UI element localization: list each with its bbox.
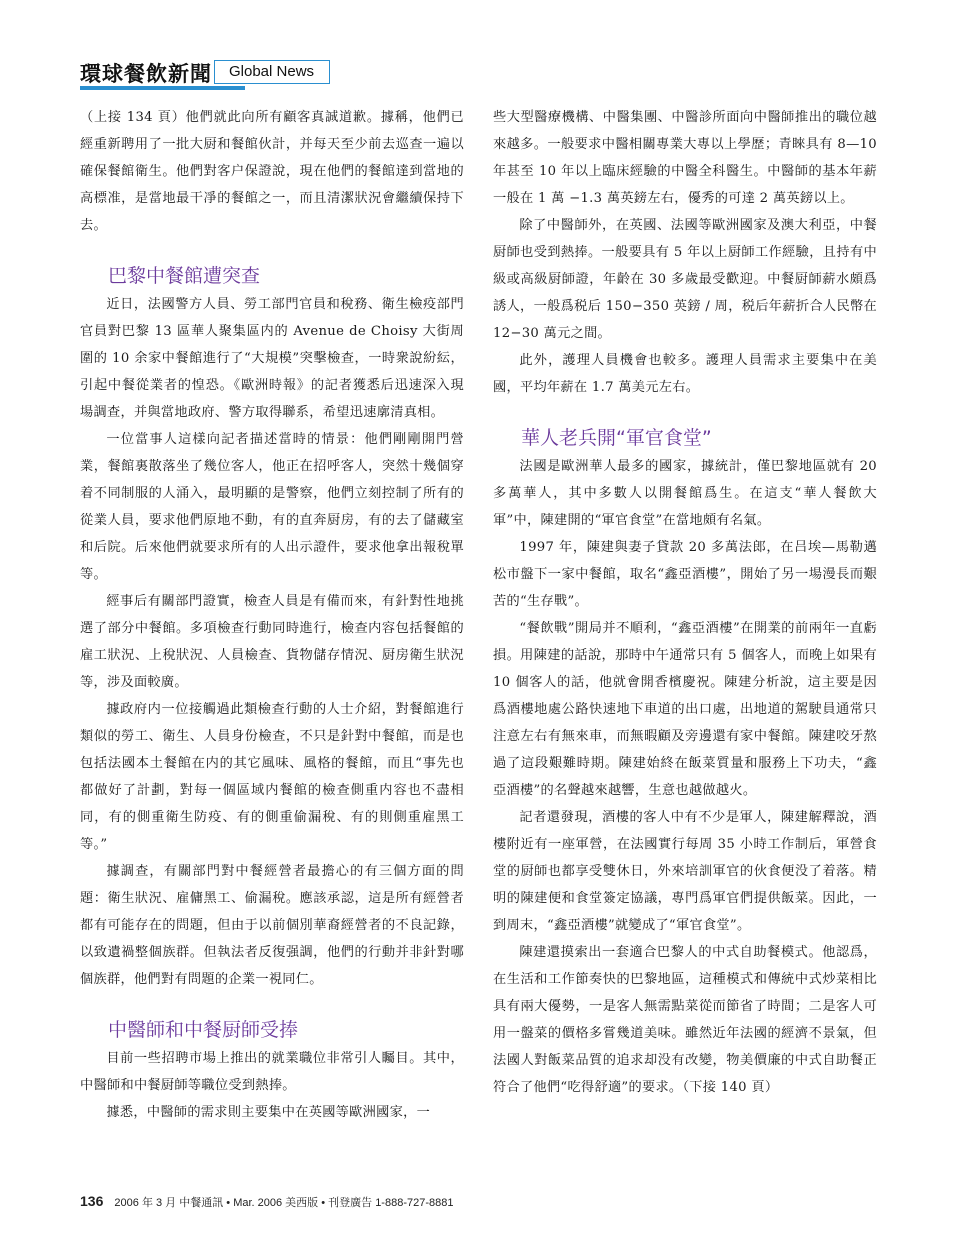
article-paragraph: 陳建還摸索出一套適合巴黎人的中式自助餐模式。他認爲，在生活和工作節奏快的巴黎地區，這種模式和傳統中式炒菜相比具有兩大優勢，一是客人無需點菜從而節省了時間；二是客人可用一盤菜的價格多嘗幾道美味。雖然近年法國的經濟不景氣，但法國人對飯菜品質的追求却没有改變，物美價廉的中式自助餐正符合了他們“吃得舒適”的要求。（下接 140 頁）: [493, 945, 877, 1095]
article-paragraph: 除了中醫師外，在英國、法國等歐洲國家及澳大利亞，中餐厨師也受到熱捧。一般要具有 5 年以上厨師工作經驗，且持有中級或高級厨師證，年齡在 30 多歲最受歡迎。中餐厨師薪水頗爲誘人，一般爲税后 150−350 英鎊 / 周，税后年薪折合人民幣在 12−30 萬元之間。: [493, 218, 877, 341]
article-paragraph: “餐飲戰”開局并不順利，“鑫亞酒樓”在開業的前兩年一直虧損。用陳建的話說，那時中午通常只有 5 個客人，而晚上如果有 10 個客人的話，他就會開香檳慶祝。陳建分析說，這主要是因爲酒樓地處公路快速地下車道的出口處，出地道的駕駛員通常只注意左右有無來車，而無暇顧及旁邊還有家中餐館。陳建咬牙熬過了這段艱難時期。陳建始終在飯菜質量和服務上下功夫，“鑫亞酒樓”的名聲越來越響，生意也越做越火。: [493, 621, 877, 798]
article-paragraph: 些大型醫療機構、中醫集團、中醫診所面向中醫師推出的職位越來越多。一般要求中醫相關專業大專以上學歷；青睞具有 8—10 年甚至 10 年以上臨床經驗的中醫全科醫生。中醫師的基本年薪一般在 1 萬 −1.3 萬英鎊左右，優秀的可達 2 萬英鎊以上。: [493, 110, 877, 206]
article-heading-veteran: 華人老兵開“軍官食堂”: [521, 427, 712, 449]
article-paragraph: （上接 134 頁）他們就此向所有顧客真誠道歉。據稱，他們已經重新聘用了一批大厨和餐館伙計，并每天至少前去巡查一遍以確保餐館衛生。他們對客户保證說，現在他們的餐館達到當地的高標准，是當地最干凈的餐館之一，而且清潔狀況會繼續保持下去。: [80, 110, 464, 233]
article-paragraph: 此外，護理人員機會也較多。護理人員需求主要集中在美國，平均年薪在 1.7 萬美元左右。: [493, 353, 877, 395]
article-paragraph: 記者還發現，酒樓的客人中有不少是軍人，陳建解釋說，酒樓附近有一座軍營，在法國實行每周 35 小時工作制后，軍營食堂的厨師也都享受雙休日，外來培訓軍官的伙食便没了着落。精明的陳建便和食堂簽定協議，專門爲軍官們提供飯菜。因此，一到周末，“鑫亞酒樓”就變成了“軍官食堂”。: [493, 810, 877, 933]
page-header: [80, 58, 880, 92]
section-tag: Global News: [214, 60, 330, 84]
article-paragraph: 據政府内一位接觸過此類檢查行動的人士介紹，對餐館進行類似的勞工、衛生、人員身份檢查，不只是針對中餐館，而是也包括法國本土餐館在内的其它風味、風格的餐館，而且“事先也都做好了計劃，對每一個區域内餐館的檢查側重内容也不盡相同，有的側重衛生防疫、有的側重偷漏稅、有的則側重雇黑工等。”: [80, 702, 464, 852]
article-paragraph: 1997 年，陳建與妻子貸款 20 多萬法郎，在吕埃—馬勒邁松市盤下一家中餐館，取名“鑫亞酒樓”，開始了另一場漫長而艱苦的“生存戰”。: [493, 540, 877, 609]
article-heading-tcm: 中醫師和中餐厨師受捧: [108, 1019, 299, 1041]
article-paragraph: 經事后有關部門證實，檢查人員是有備而來，有針對性地挑選了部分中餐館。多項檢查行動同時進行，檢查内容包括餐館的雇工狀況、上稅狀況、人員檢查、貨物儲存情況、厨房衛生狀況等，涉及面較廣。: [80, 594, 464, 690]
footer-publication-info: 2006 年 3 月 中餐通訊 • Mar. 2006 美西版 • 刊登廣告 1-888-727-8881: [114, 1197, 454, 1209]
article-paragraph: 法國是歐洲華人最多的國家，據統計，僅巴黎地區就有 20 多萬華人，其中多數人以開餐館爲生。在這支“華人餐飲大軍”中，陳建開的“軍官食堂”在當地頗有名氣。: [493, 459, 877, 528]
page-footer: [80, 1193, 453, 1213]
article-paragraph: 據悉，中醫師的需求則主要集中在英國等歐洲國家，一: [106, 1105, 431, 1120]
article-paragraph: 近日，法國警方人員、勞工部門官員和稅務、衛生檢疫部門官員對巴黎 13 區華人聚集區内的 Avenue de Choisy 大街周圍的 10 余家中餐館進行了“大規模”突擊檢查，一時衆說紛紜，引起中餐從業者的惶恐。《歐洲時報》的記者獲悉后迅速深入現場調查，并與當地政府、警方取得聯系，希望迅速廓清真相。: [80, 297, 464, 420]
right-column: [493, 104, 877, 1101]
article-paragraph: 一位當事人這樣向記者描述當時的情景：他們剛剛開門營業，餐館裏散落坐了幾位客人，他正在招呼客人，突然十幾個穿着不同制服的人涌入，最明顯的是警察，他們立刻控制了所有的從業人員，要求他們原地不動，有的直奔厨房，有的去了儲藏室和后院。后來他們就要求所有的人出示證件，要求他拿出報稅單等。: [80, 432, 464, 582]
article-heading-paris: 巴黎中餐館遭突查: [108, 265, 261, 287]
article-paragraph: 目前一些招聘市場上推出的就業職位非常引人矚目。其中，中醫師和中餐厨師等職位受到熱捧。: [80, 1051, 464, 1093]
magazine-section-title: 環球餐飲新聞: [80, 62, 212, 86]
article-paragraph: 據調查，有關部門對中餐經營者最擔心的有三個方面的問題：衛生狀況、雇傭黑工、偷漏稅。應該承認，這是所有經營者都有可能存在的問題，但由于以前個別華裔經營者的不良記錄，以致遺禍整個族群。但執法者反復强調，他們的行動并非針對哪個族群，他們對有問題的企業一視同仁。: [80, 864, 464, 987]
header-accent-bar: [80, 86, 245, 90]
left-column: [80, 104, 464, 1126]
page-number: 136: [80, 1193, 104, 1209]
